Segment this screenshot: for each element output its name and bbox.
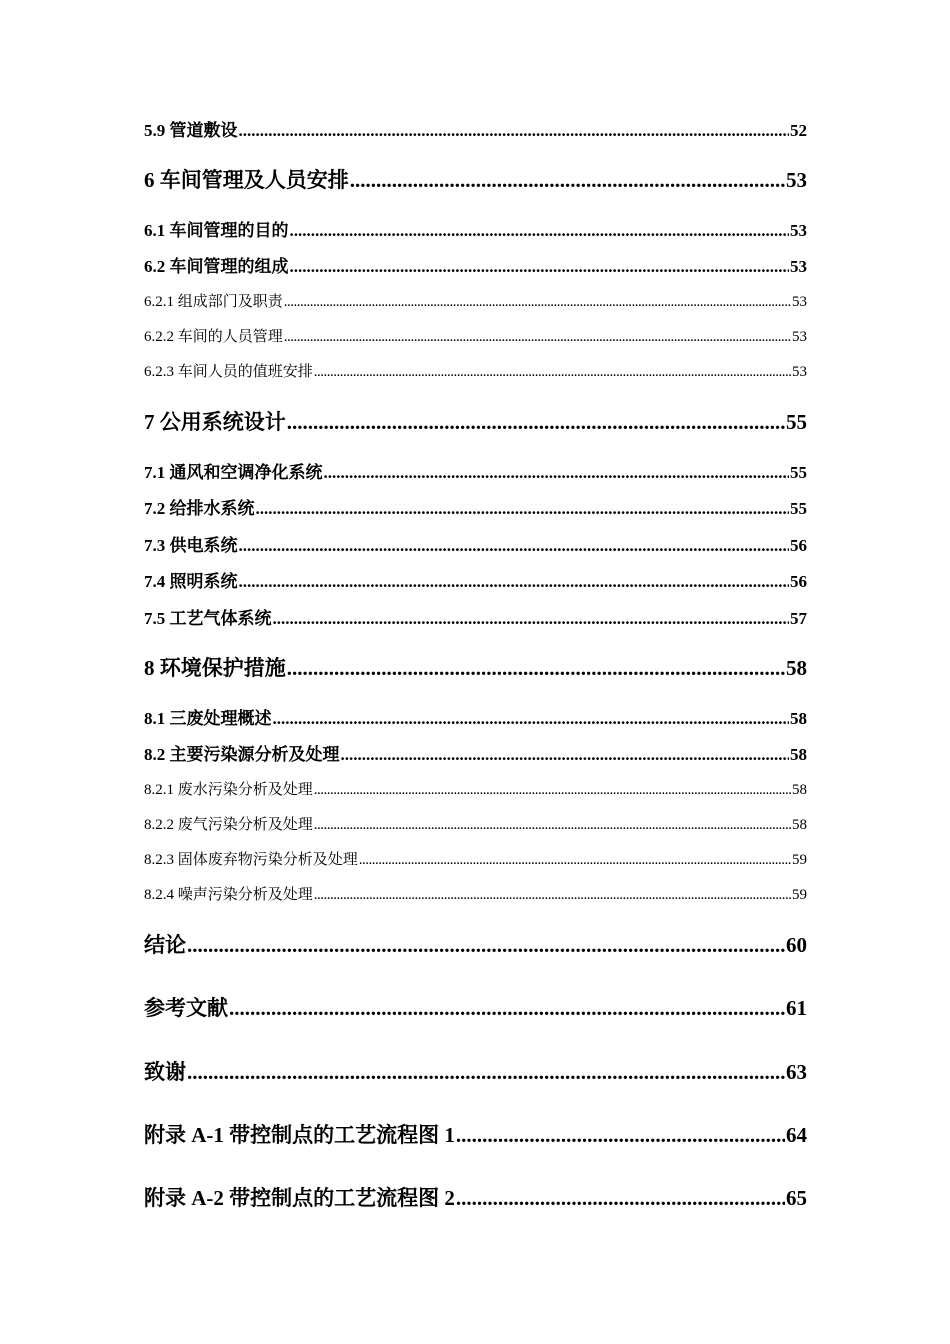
toc-leader-dots (350, 168, 785, 193)
toc-entry[interactable] (144, 325, 807, 346)
toc-leader-dots (256, 499, 790, 519)
toc-entry[interactable] (144, 567, 807, 592)
toc-entry[interactable] (144, 813, 807, 834)
toc-entry-title: 8.1 三废处理概述 (144, 709, 272, 728)
toc-leader-dots (284, 294, 791, 311)
toc-page-number: 59 (792, 887, 807, 903)
toc-entry[interactable] (144, 406, 807, 436)
toc-entry-title: 7.5 工艺气体系统 (144, 609, 272, 628)
toc-entry[interactable] (144, 929, 807, 959)
toc-leader-dots (456, 1186, 785, 1211)
toc-leader-dots (273, 609, 790, 629)
toc-entry-title: 8.2.4 噪声污染分析及处理 (144, 887, 313, 903)
toc-leader-dots (359, 852, 791, 869)
toc-entry-title: 7.1 通风和空调净化系统 (144, 463, 323, 482)
toc-entry[interactable] (144, 290, 807, 311)
toc-entry[interactable] (144, 116, 807, 141)
toc-leader-dots (314, 364, 791, 381)
toc-leader-dots (287, 656, 785, 681)
toc-page-number: 56 (790, 572, 807, 591)
toc-entry-title: 8 环境保护措施 (144, 656, 286, 680)
toc-entry-title: 8.2 主要污染源分析及处理 (144, 745, 340, 764)
toc-page-number: 53 (792, 364, 807, 380)
toc-page-number: 58 (790, 709, 807, 728)
toc-entry[interactable] (144, 883, 807, 904)
toc-entry-title: 8.2.2 废气污染分析及处理 (144, 817, 313, 833)
toc-entry-title: 参考文献 (144, 996, 228, 1020)
toc-page-number: 53 (792, 294, 807, 310)
toc-page-number: 65 (786, 1186, 807, 1210)
toc-entry[interactable] (144, 1182, 807, 1212)
toc-leader-dots (229, 996, 785, 1021)
toc-entry[interactable] (144, 1056, 807, 1086)
toc-leader-dots (314, 817, 791, 834)
toc-leader-dots (273, 709, 790, 729)
toc-entry[interactable] (144, 216, 807, 241)
toc-page-number: 55 (790, 499, 807, 518)
toc-entry-title: 7.3 供电系统 (144, 536, 238, 555)
toc-entry[interactable] (144, 494, 807, 519)
toc-page-number: 53 (790, 221, 807, 240)
toc-page-number: 63 (786, 1060, 807, 1084)
toc-leader-dots (290, 221, 790, 241)
toc-page-number: 59 (792, 852, 807, 868)
toc-leader-dots (284, 329, 791, 346)
toc-leader-dots (290, 257, 790, 277)
toc-entry-title: 8.2.1 废水污染分析及处理 (144, 782, 313, 798)
toc-page-number: 58 (792, 817, 807, 833)
toc-leader-dots (456, 1123, 785, 1148)
toc-entry-title: 6.2.2 车间的人员管理 (144, 329, 283, 345)
toc-entry[interactable] (144, 164, 807, 194)
toc-entry-title: 8.2.3 固体废弃物污染分析及处理 (144, 852, 358, 868)
toc-page-number: 53 (790, 257, 807, 276)
toc-leader-dots (314, 887, 791, 904)
toc-page-number: 58 (792, 782, 807, 798)
toc-leader-dots (239, 536, 790, 556)
toc-entry-title: 6 车间管理及人员安排 (144, 168, 349, 192)
toc-page-number: 64 (786, 1123, 807, 1147)
toc-entry[interactable] (144, 360, 807, 381)
toc-leader-dots (287, 410, 785, 435)
toc-entry[interactable] (144, 992, 807, 1022)
toc-entry-title: 5.9 管道敷设 (144, 121, 238, 140)
toc-page-number: 56 (790, 536, 807, 555)
toc-page-number: 58 (790, 745, 807, 764)
toc-entry-title: 7.4 照明系统 (144, 572, 238, 591)
toc-leader-dots (239, 572, 790, 592)
toc-entry[interactable] (144, 652, 807, 682)
toc-page-number: 53 (786, 168, 807, 192)
toc-entry[interactable] (144, 704, 807, 729)
toc-entry-title: 7 公用系统设计 (144, 410, 286, 434)
toc-page-number: 53 (792, 329, 807, 345)
toc-entry-title: 6.2.3 车间人员的值班安排 (144, 364, 313, 380)
toc-entry-title: 附录 A-2 带控制点的工艺流程图 2 (144, 1186, 455, 1210)
toc-entry[interactable] (144, 604, 807, 629)
toc-leader-dots (187, 1060, 785, 1085)
toc-leader-dots (314, 782, 791, 799)
toc-entry-title: 结论 (144, 933, 186, 957)
toc-entry-title: 6.2.1 组成部门及职责 (144, 294, 283, 310)
toc-entry[interactable] (144, 252, 807, 277)
toc-entry[interactable] (144, 740, 807, 765)
toc-leader-dots (341, 745, 790, 765)
toc-leader-dots (239, 121, 790, 141)
toc-page-number: 57 (790, 609, 807, 628)
toc-entry-title: 6.1 车间管理的目的 (144, 221, 289, 240)
toc-entry[interactable] (144, 1119, 807, 1149)
toc-leader-dots (187, 933, 785, 958)
toc-page-number: 52 (790, 121, 807, 140)
toc-entry-title: 6.2 车间管理的组成 (144, 257, 289, 276)
toc-entry[interactable] (144, 458, 807, 483)
toc-entry[interactable] (144, 531, 807, 556)
toc-entry-title: 附录 A-1 带控制点的工艺流程图 1 (144, 1123, 455, 1147)
toc-page-number: 55 (786, 410, 807, 434)
toc-page-number: 60 (786, 933, 807, 957)
toc-entry-title: 7.2 给排水系统 (144, 499, 255, 518)
toc-page-number: 58 (786, 656, 807, 680)
toc-entry-title: 致谢 (144, 1060, 186, 1084)
toc-page-number: 61 (786, 996, 807, 1020)
toc-entry[interactable] (144, 778, 807, 799)
toc-leader-dots (324, 463, 790, 483)
toc-page-number: 55 (790, 463, 807, 482)
toc-entry[interactable] (144, 848, 807, 869)
